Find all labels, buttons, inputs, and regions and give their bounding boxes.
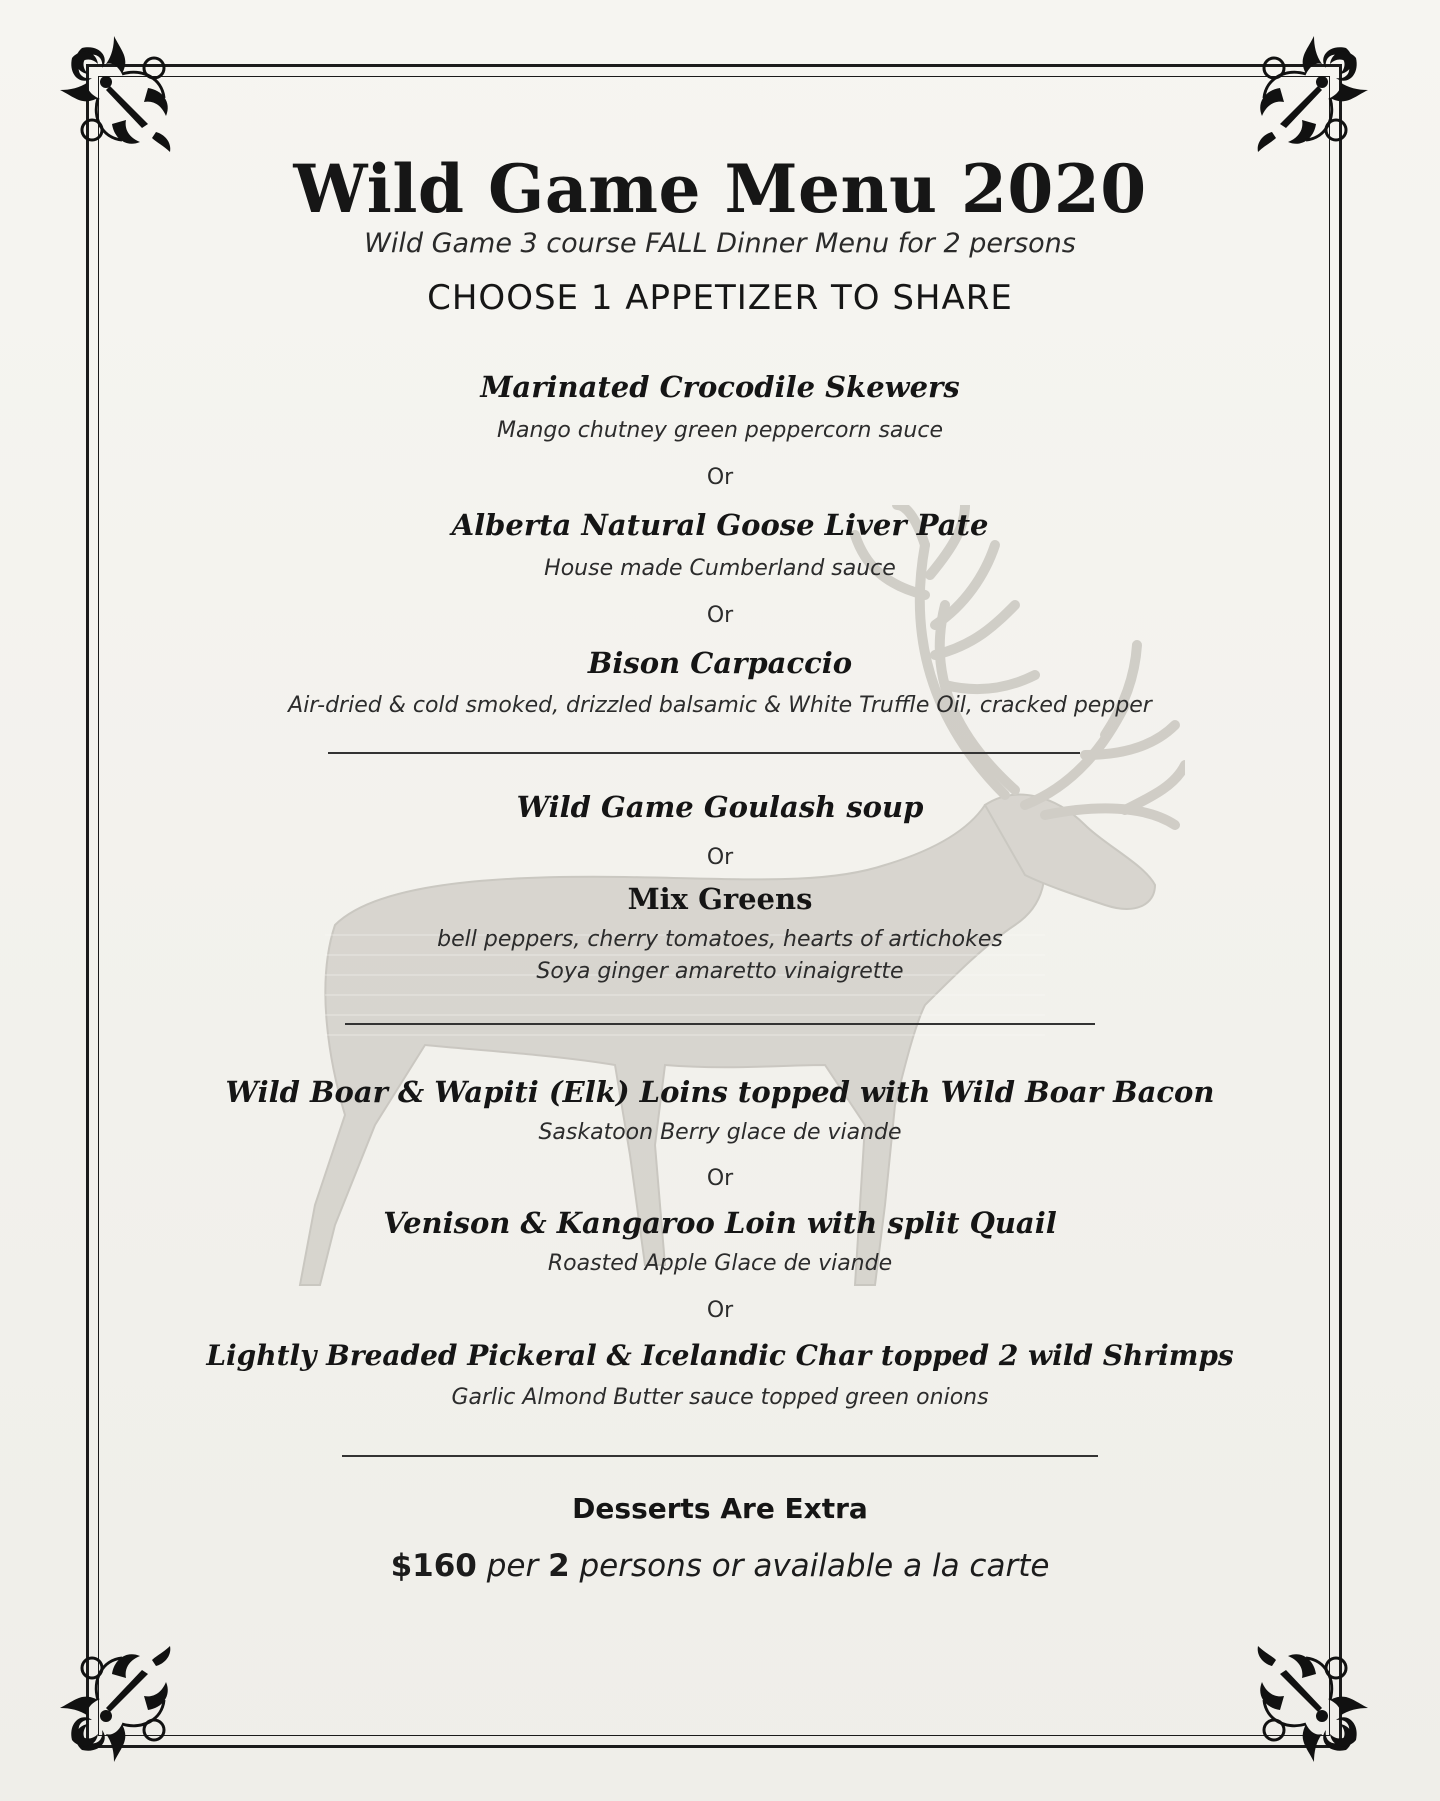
or-separator: Or [706, 1166, 734, 1191]
dish-description: Air-dried & cold smoked, drizzled balsamic & White Truffle Oil, cracked pepper [288, 693, 1152, 718]
fleur-de-lis-corner-icon [1226, 1620, 1376, 1770]
price-count: 2 [548, 1548, 570, 1584]
or-separator: Or [706, 845, 734, 870]
dish-description: House made Cumberland sauce [544, 556, 896, 581]
dish-description: Mango chutney green peppercorn sauce [496, 418, 943, 443]
dish-name: Wild Game Goulash soup [516, 790, 924, 824]
dish-name: Alberta Natural Goose Liver Pate [451, 508, 989, 542]
or-separator: Or [706, 1298, 734, 1323]
section-divider [328, 752, 1080, 754]
menu-title: Wild Game Menu 2020 [293, 150, 1147, 228]
or-separator: Or [706, 603, 734, 628]
dish-description: Roasted Apple Glace de viande [547, 1251, 893, 1276]
dish-description: Garlic Almond Butter sauce topped green onions [451, 1385, 989, 1410]
section-divider [345, 1023, 1095, 1025]
price-amount: $160 [390, 1548, 477, 1584]
price-line [0, 1548, 1440, 1584]
dish-description: Saskatoon Berry glace de viande [538, 1120, 902, 1145]
dish-name: Venison & Kangaroo Loin with split Quail [383, 1206, 1057, 1240]
menu-subtitle: Wild Game 3 course FALL Dinner Menu for 2 persons [364, 228, 1076, 259]
dish-name: Marinated Crocodile Skewers [480, 370, 960, 404]
appetizer-heading: CHOOSE 1 APPETIZER TO SHARE [427, 278, 1013, 318]
dish-description: bell peppers, cherry tomatoes, hearts of artichokes [437, 927, 1003, 952]
dish-name: Wild Boar & Wapiti (Elk) Loins topped with Wild Boar Bacon [225, 1075, 1215, 1109]
fleur-de-lis-corner-icon [52, 1620, 202, 1770]
price-per: per [486, 1548, 539, 1584]
dish-name: Bison Carpaccio [587, 646, 853, 680]
or-separator: Or [706, 465, 734, 490]
dish-name: Lightly Breaded Pickeral & Icelandic Char topped 2 wild Shrimps [206, 1339, 1234, 1372]
price-rest: persons or available a la carte [579, 1548, 1050, 1584]
dish-description: Soya ginger amaretto vinaigrette [536, 959, 904, 984]
section-divider [342, 1455, 1098, 1457]
desserts-note: Desserts Are Extra [572, 1492, 868, 1525]
dish-name: Mix Greens [627, 882, 813, 916]
